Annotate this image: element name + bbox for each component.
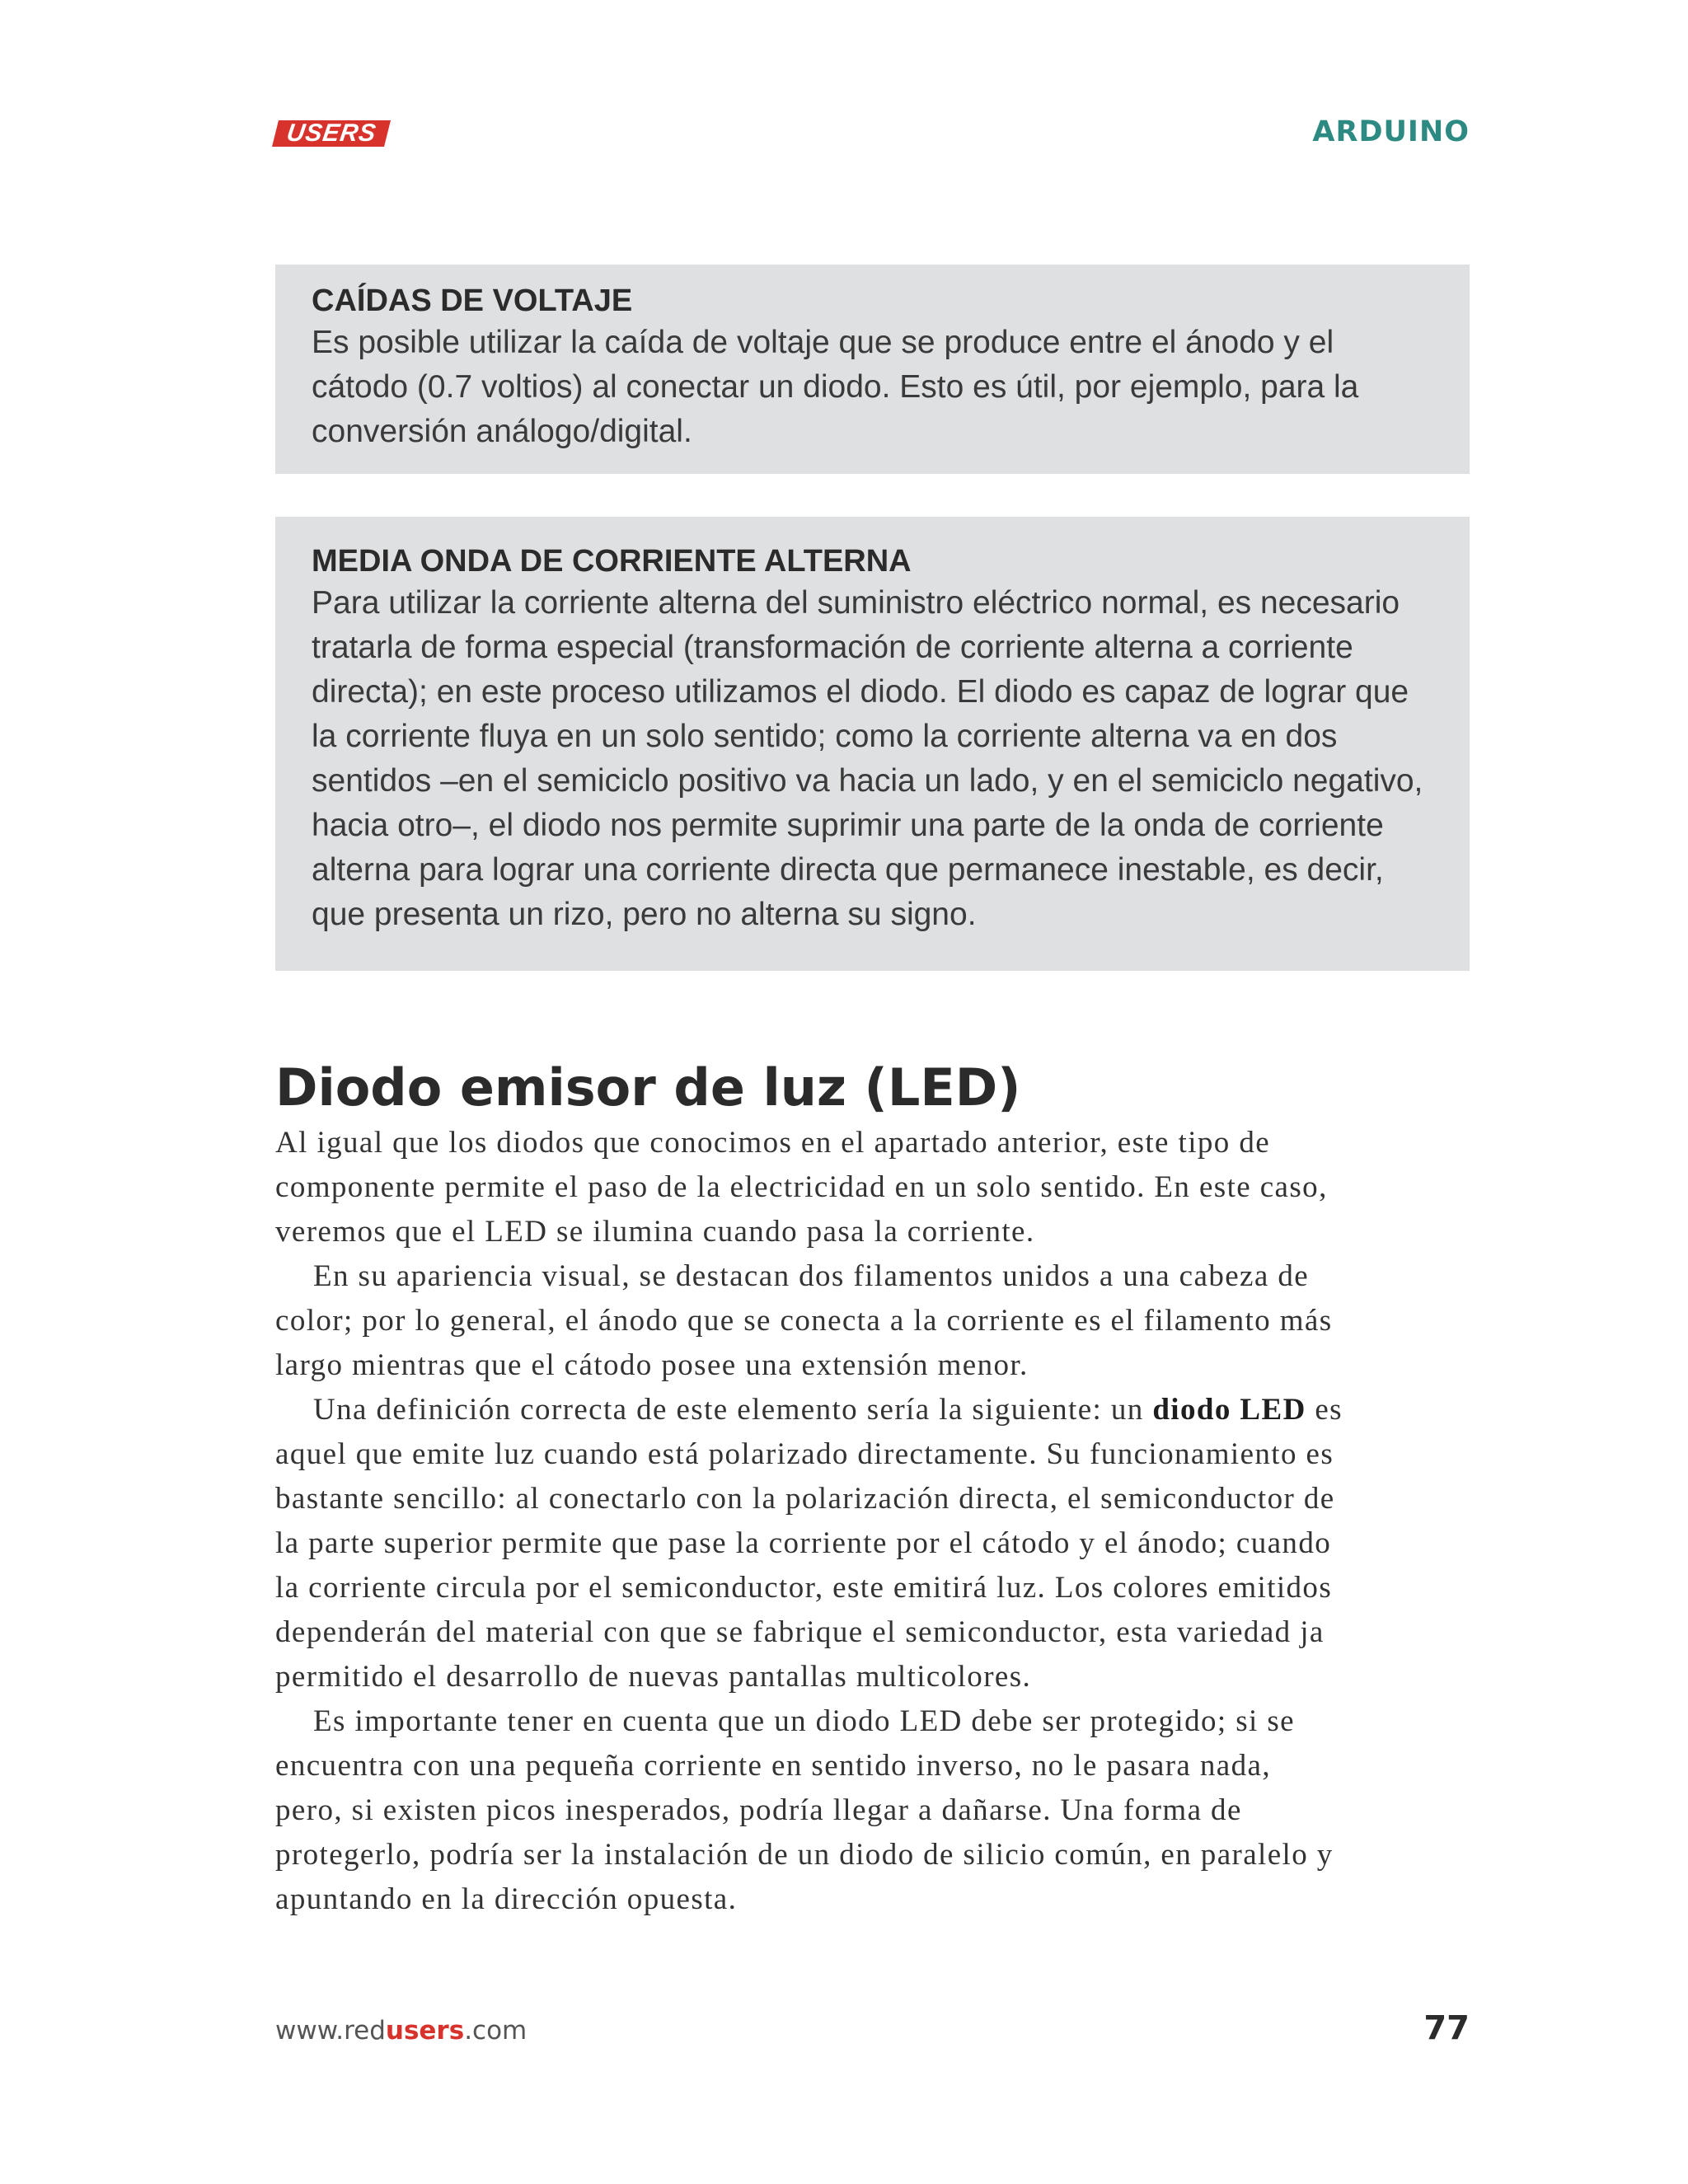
footer-url[interactable]: [275, 2016, 527, 2046]
box-title: MEDIA ONDA DE CORRIENTE ALTERNA: [312, 544, 912, 579]
url-prefix: www.red: [275, 2016, 386, 2046]
box-body: Para utilizar la corriente alterna del suministro eléctrico normal, es necesario tratarla de forma especial (transformación de corriente alterna a corriente directa); en este proceso utilizamos el diodo. El diodo es capaz de lograr que la corriente fluya en un solo sentido; como la corriente alterna va en dos sentidos –en el semiciclo positivo va hacia un lado, y en el semiciclo negativo, hacia otro–, el diodo nos permite suprimir una parte de la onda de corriente alterna para lograr una corriente directa que permanece inestable, es decir, que presenta un rizo, pero no alterna su signo.: [312, 585, 1423, 932]
paragraph: En su apariencia visual, se destacan dos filamentos unidos a una cabeza de color; por lo general, el ánodo que se conecta a la corriente es el filamento más largo mientras que el cátodo posee una extensión menor.: [275, 1259, 1333, 1382]
sidebar-box-half-wave: [275, 517, 1470, 971]
url-suffix: .com: [464, 2016, 528, 2046]
paragraph-text: es aquel que emite luz cuando está polarizado directamente. Su funcionamiento es bastante sencillo: al conectarlo con la polarización directa, el semiconductor de la parte superior permite que pase la corriente por el cátodo y el ánodo; cuando la corriente circula por el semiconductor, este emitirá luz. Los colores emitidos dependerán del material con que se fabrique el semiconductor, esta variedad ja permitido el desarrollo de nuevas pantallas multicolores.: [275, 1393, 1343, 1694]
logo-text: USERS: [284, 120, 378, 147]
sidebar-box-voltage-drop: [275, 265, 1470, 474]
article-heading: Diodo emisor de luz (LED): [275, 1057, 1021, 1118]
url-highlight: users: [385, 2016, 465, 2046]
box-title: CAÍDAS DE VOLTAJE: [312, 284, 633, 318]
paragraph: Es importante tener en cuenta que un diodo LED debe ser protegido; si se encuentra con una pequeña corriente en sentido inverso, no le pasara nada, pero, si existen picos inesperados, podría llegar a dañarse. Una forma de protegerlo, podría ser la instalación de un diodo de silicio común, en paralelo y apuntando en la dirección opuesta.: [275, 1704, 1334, 1916]
section-title: ARDUINO: [1312, 115, 1470, 148]
paragraph-text: Una definición correcta de este elemento sería la siguiente: un: [313, 1393, 1153, 1427]
box-body: Es posible utilizar la caída de voltaje que se produce entre el ánodo y el cátodo (0.7 voltios) al conectar un diodo. Esto es útil, por ejemplo, para la conversión análogo/digital.: [312, 325, 1359, 449]
users-logo: [272, 120, 391, 147]
paragraph: [275, 1388, 1347, 1699]
article: [275, 1055, 1347, 1922]
bold-term: diodo LED: [1152, 1393, 1306, 1427]
paragraph: Al igual que los diodos que conocimos en el apartado anterior, este tipo de componente permite el paso de la electricidad en un solo sentido. En este caso, veremos que el LED se ilumina cuando pasa la corriente.: [275, 1126, 1328, 1249]
page-number: 77: [1423, 2009, 1470, 2047]
